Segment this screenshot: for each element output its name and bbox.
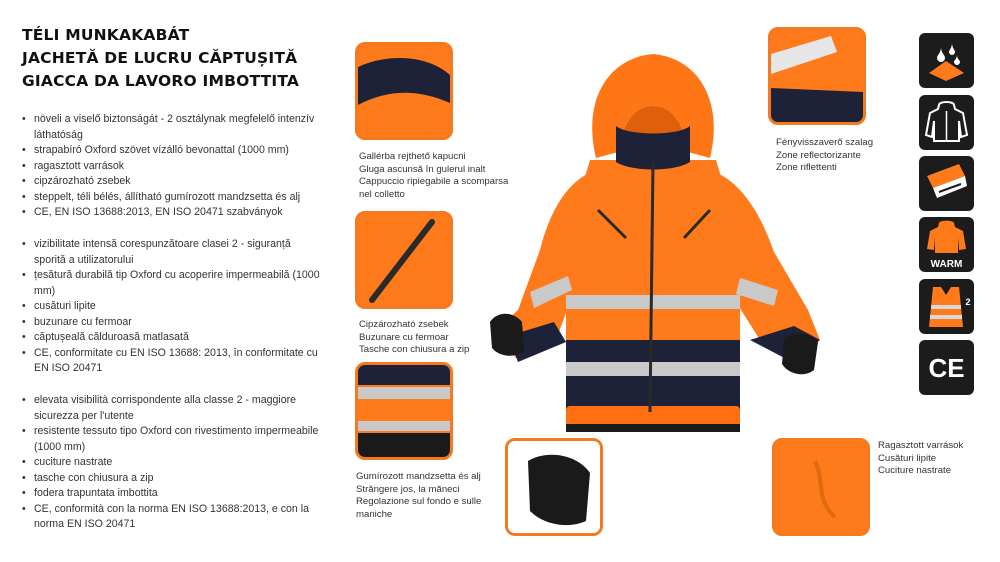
callout-pockets: Cipzározható zsebek Buzunare cu fermoar Tasche con chiusura a zip [359, 319, 470, 355]
feature-item: • buzunare cu fermoar [22, 315, 322, 331]
feature-item: • növeli a viselő biztonságát - 2 osztálynak megfelelő intenzív láthatóság [22, 112, 322, 143]
reflective-stripe-lower [566, 362, 740, 376]
feature-item: • resistente tessuto tipo Oxford con rivestimento impermeabile (1000 mm) [22, 424, 322, 455]
feature-item: • fodera trapuntata imbottita [22, 486, 322, 502]
warm-label: WARM [930, 259, 963, 270]
hivis-class-icon [919, 279, 974, 334]
callout-cuffs: Gumírozott mandzsetta és alj Străngere jos, la măneci Regolazione sul fondo e sulle maniche [356, 471, 482, 520]
feature-item: • CE, EN ISO 13688:2013, EN ISO 20471 szabványok [22, 205, 322, 221]
feature-item: • cipzározható zsebek [22, 174, 322, 190]
feature-item: • căptușeală călduroasă matlasată [22, 330, 322, 346]
feature-item: • vizibilitate intensă corespunzătoare clasei 2 - siguranță sporită a utilizatorului [22, 237, 322, 268]
thumb-sleeve-stripes [355, 362, 453, 460]
callout-collar: Gallérba rejthető kapucni Gluga ascunsă în gulerul inalt Cappuccio ripiegabile a scomparsa nel colletto [359, 151, 509, 200]
feature-item: • CE, conformità con la norma EN ISO 13688:2013, e con la norma EN ISO 20471 [22, 502, 322, 533]
feature-item: • elevata visibilità corrispondente alla classe 2 - maggiore sicurezza per l'utente [22, 393, 322, 424]
feature-list-hungarian [22, 112, 322, 221]
feature-item: • țesătură durabilă tip Oxford cu acoperire impermeabilă (1000 mm) [22, 268, 322, 299]
jacket-outline-icon [919, 95, 974, 150]
feature-item: • strapabíró Oxford szövet vízálló bevonattal (1000 mm) [22, 143, 322, 159]
feature-list-italian [22, 393, 322, 533]
title-hungarian: TÉLI MUNKAKABÁT [22, 26, 190, 44]
ce-mark-icon [919, 340, 974, 395]
ce-mark-label: CE [928, 353, 965, 383]
callout-reflective: Fényvisszaverő szalag Zone reflectorizante Zone riflettenti [776, 137, 874, 173]
thumb-reflective-tape [768, 27, 866, 125]
title-italian: GIACCA DA LAVORO IMBOTTITA [22, 72, 300, 90]
feature-item: • ragasztott varrások [22, 159, 322, 175]
feature-list-romanian [22, 237, 322, 377]
feature-item: • tasche con chiusura a zip [22, 471, 322, 487]
product-title-block [22, 24, 322, 93]
cuff-adjust-icon [919, 156, 974, 211]
title-romanian: JACHETĂ DE LUCRU CĂPTUȘITĂ [22, 49, 298, 67]
hivis-class-number: 2 [965, 297, 971, 307]
thumb-zip-pocket [355, 211, 453, 309]
reflective-stripe-upper [566, 295, 740, 309]
thumb-elastic-cuff [505, 438, 603, 536]
thumb-taped-seams [772, 438, 870, 536]
warm-icon [919, 217, 974, 272]
feature-item: • CE, conformitate cu EN ISO 13688: 2013, în conformitate cu EN ISO 20471 [22, 346, 322, 377]
feature-item: • cuciture nastrate [22, 455, 322, 471]
waterproof-icon [919, 33, 974, 88]
feature-item: • cusături lipite [22, 299, 322, 315]
callout-seams: Ragasztott varrások Cusături lipite Cuciture nastrate [878, 440, 964, 476]
feature-item: • steppelt, téli bélés, állítható gumírozott mandzsetta és alj [22, 190, 322, 206]
thumb-hood-collar [355, 42, 453, 140]
